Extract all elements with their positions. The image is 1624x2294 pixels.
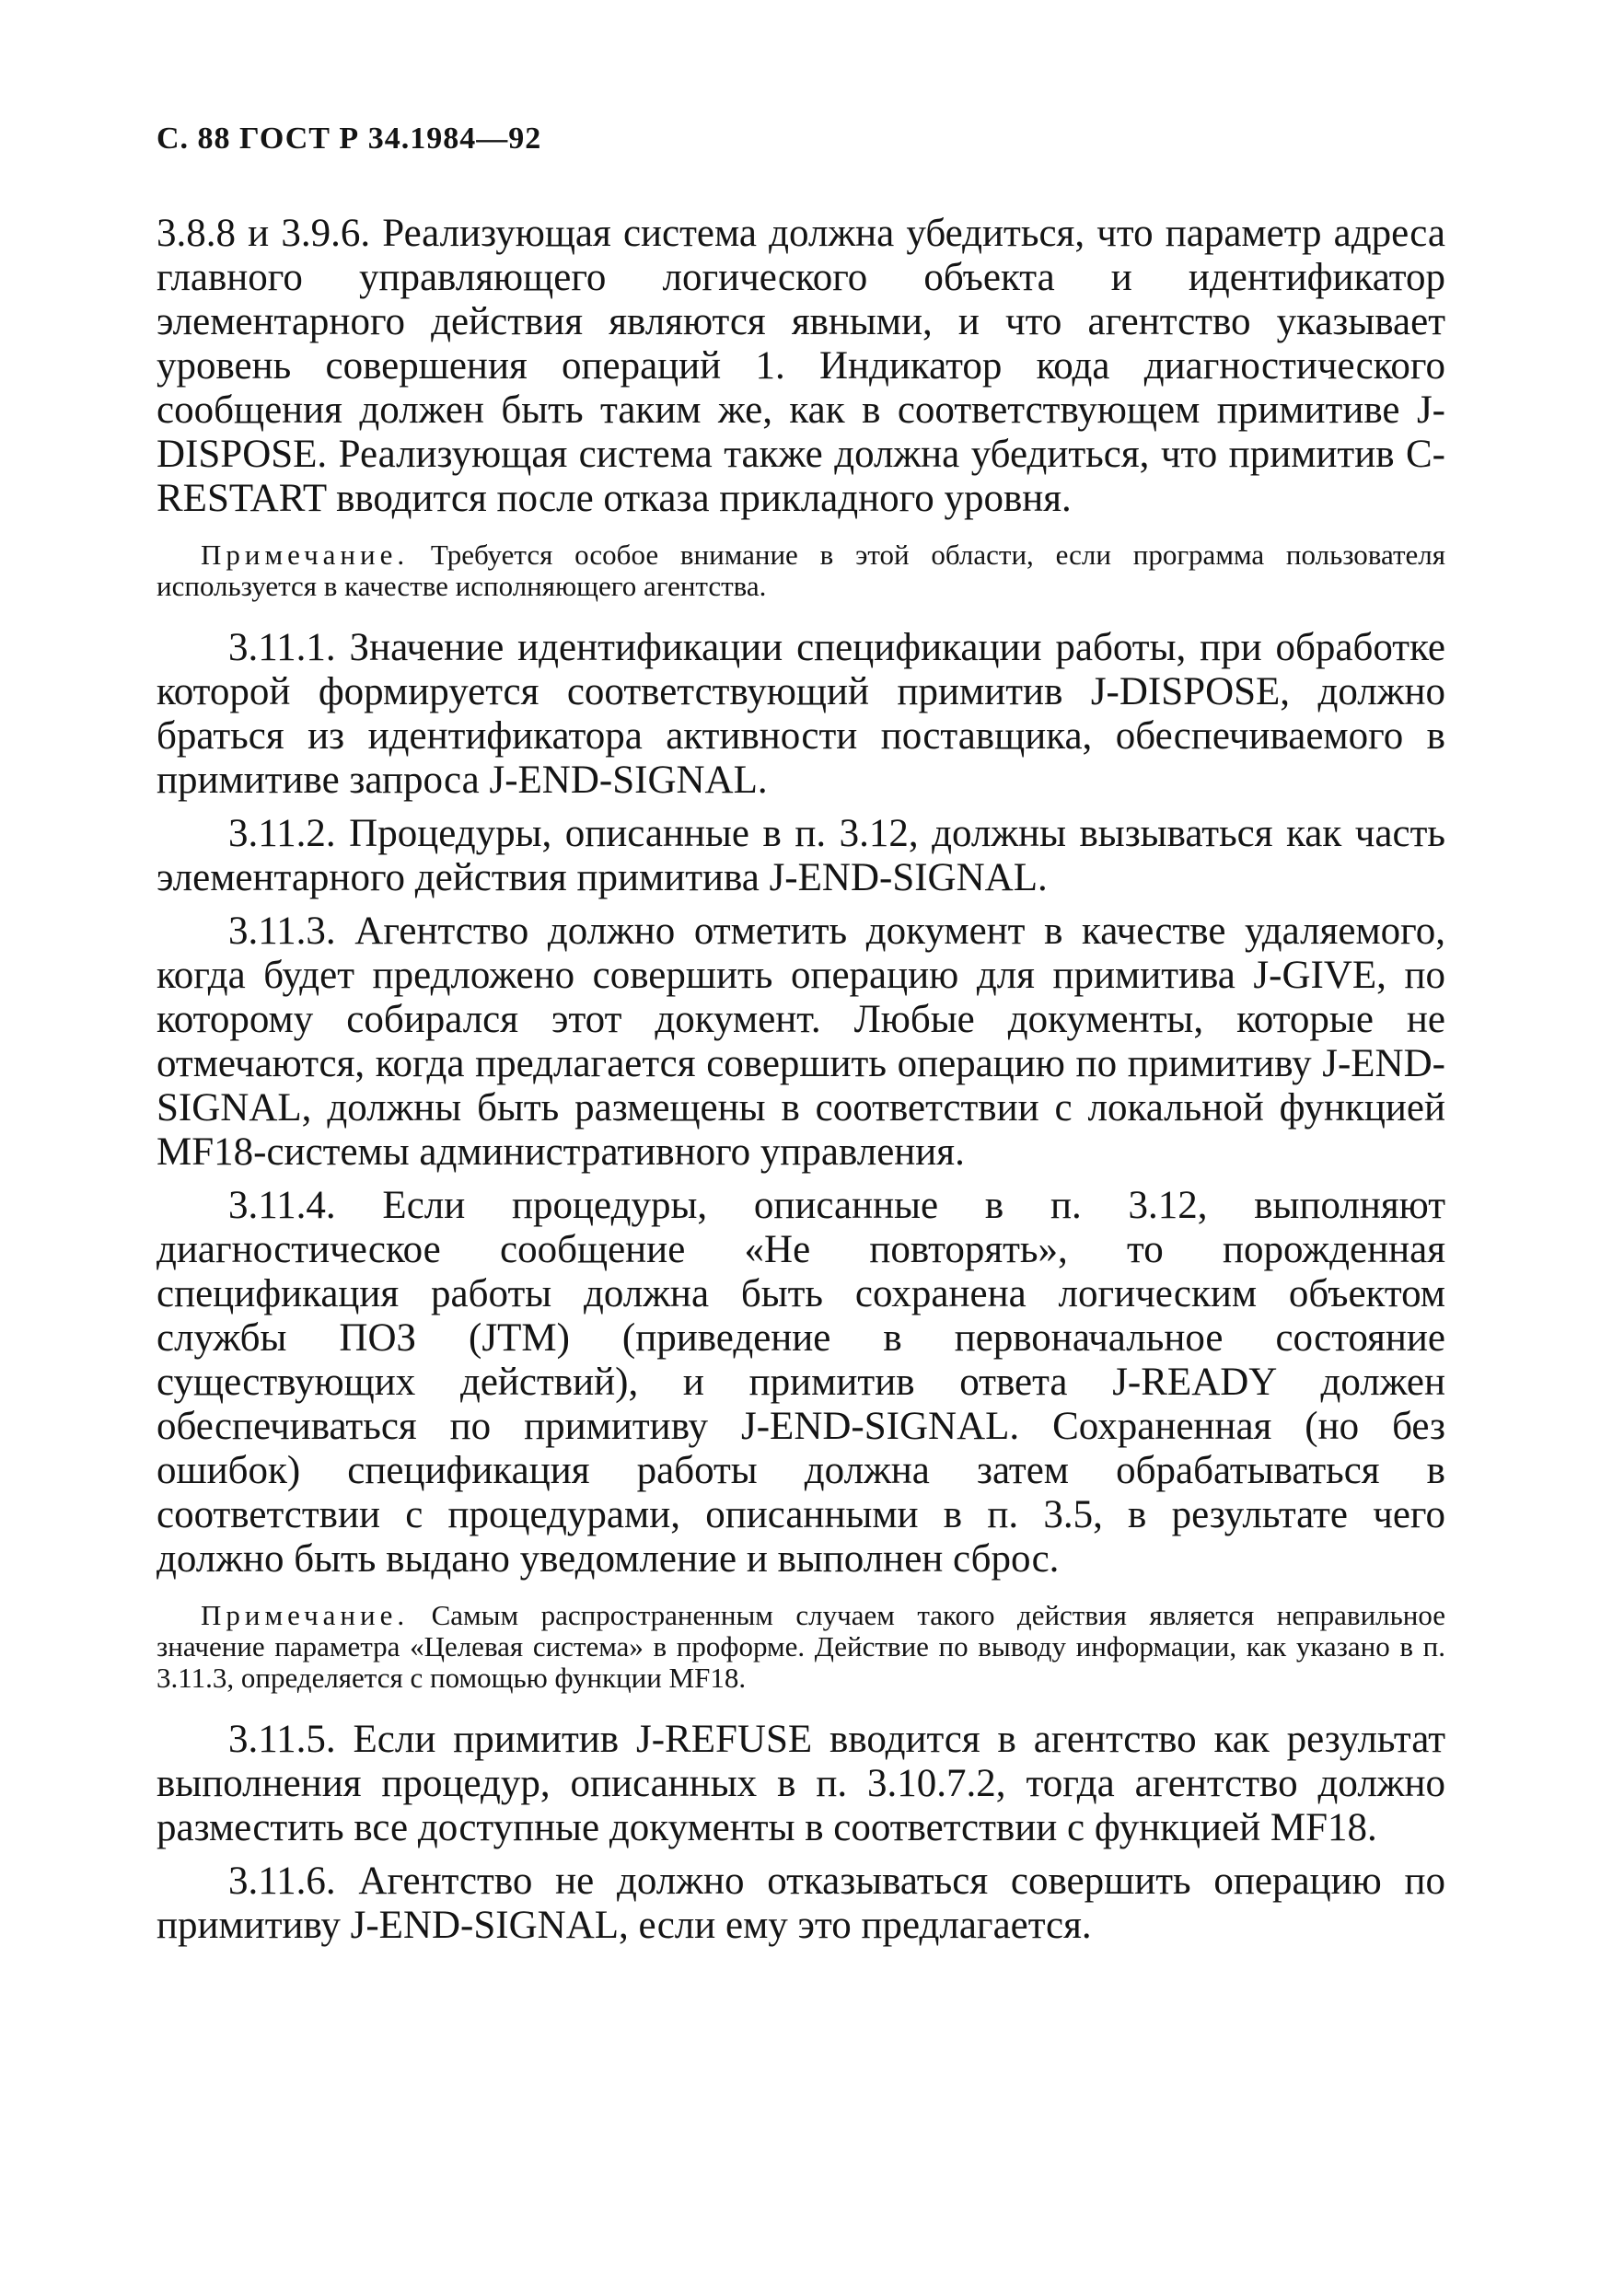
note-2 bbox=[157, 1600, 1445, 1694]
paragraph-3-11-4: 3.11.4. Если процедуры, описанные в п. 3.12, выполняют диагностическое сообщение «Не повторять», то порожденная спецификация работы должна быть сохранена логическим объектом службы ПОЗ (JTM) (приведение в первоначальное состояние существующих действий), и примитив ответа J-READY должен обеспечиваться по примитиву J-END-SIGNAL. Сохраненная (но без ошибок) спецификация работы должна затем обрабатываться в соответствии с процедурами, описанными в п. 3.5, в результате чего должно быть выдано уведомление и выполнен сброс. bbox=[157, 1184, 1445, 1581]
page-body bbox=[157, 212, 1445, 1948]
note-label: Примечание. bbox=[201, 1599, 410, 1631]
paragraph-3-8-8: 3.8.8 и 3.9.6. Реализующая система должна убедиться, что параметр адреса главного управляющего логического объекта и идентификатор элементарного действия являются явными, и что агентство указывает уровень совершения операций 1. Индикатор кода диагностического сообщения должен быть таким же, как в соответствующем примитиве J-DISPOSE. Реализующая система также должна убедиться, что примитив C-RESTART вводится после отказа прикладного уровня. bbox=[157, 212, 1445, 520]
paragraph-3-11-2: 3.11.2. Процедуры, описанные в п. 3.12, должны вызываться как часть элементарного действия примитива J-END-SIGNAL. bbox=[157, 812, 1445, 899]
paragraph-3-11-6: 3.11.6. Агентство не должно отказываться совершить операцию по примитиву J-END-SIGNAL, если ему это предлагается. bbox=[157, 1860, 1445, 1947]
note-text: Самым распространенным случаем такого действия является неправильное значение параметра «Целевая система» в проформе. Действие по выводу информации, как указано в п. 3.11.3, определяется с помощью функции MF18. bbox=[157, 1599, 1445, 1694]
note-text: Требуется особое внимание в этой области, если программа пользователя используется в качестве исполняющего агентства. bbox=[157, 539, 1445, 602]
note-label: Примечание. bbox=[201, 539, 410, 571]
running-head: С. 88 ГОСТ Р 34.1984—92 bbox=[157, 122, 542, 156]
paragraph-3-11-5: 3.11.5. Если примитив J-REFUSE вводится в агентство как результат выполнения процедур, описанных в п. 3.10.7.2, тогда агентство должно разместить все доступные документы в соответствии с функцией MF18. bbox=[157, 1718, 1445, 1849]
note-1 bbox=[157, 539, 1445, 602]
paragraph-3-11-1: 3.11.1. Значение идентификации спецификации работы, при обработке которой формируется соответствующий примитив J-DISPOSE, должно браться из идентификатора активности поставщика, обеспечиваемого в примитиве запроса J-END-SIGNAL. bbox=[157, 626, 1445, 802]
paragraph-3-11-3: 3.11.3. Агентство должно отметить документ в качестве удаляемого, когда будет предложено совершить операцию для примитива J-GIVE, по которому собирался этот документ. Любые документы, которые не отмечаются, когда предлагается совершить операцию по примитиву J-END-SIGNAL, должны быть размещены в соответствии с локальной функцией MF18-системы административного управления. bbox=[157, 909, 1445, 1174]
